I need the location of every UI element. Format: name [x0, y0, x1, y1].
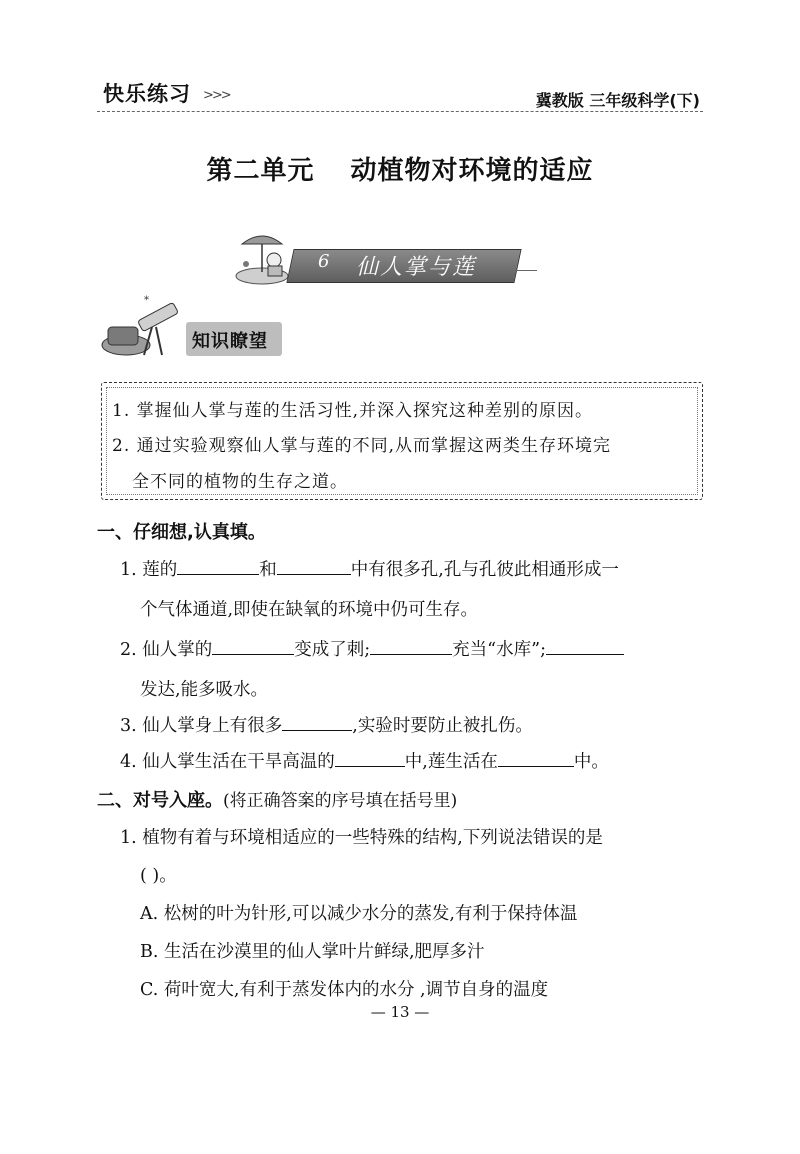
lesson-number: 6	[318, 251, 330, 272]
s2-q1-option-c: C. 荷叶宽大,有利于蒸发体内的水分 ,调节自身的温度	[140, 980, 549, 1000]
s2-q1-answer-bracket[interactable]: ( )。	[140, 866, 177, 886]
unit-number: 第二单元	[206, 156, 315, 186]
lesson-title: 仙人掌与莲	[356, 255, 477, 280]
header-divider	[97, 111, 703, 112]
s2-q1-option-a: A. 松树的叶为针形,可以减少水分的蒸发,有利于保持体温	[140, 904, 578, 924]
knowledge-line-3: 全不同的植物的生存之道。	[132, 472, 348, 492]
answer-blank[interactable]	[335, 750, 405, 767]
answer-blank[interactable]	[370, 638, 452, 655]
unit-title	[0, 150, 800, 187]
s1-q3: 3. 仙人掌身上有很多 ,实验时要防止被扎伤。	[120, 716, 533, 736]
edition-label: 冀教版 三年级科学(下)	[535, 91, 700, 110]
lesson-underline	[515, 270, 537, 271]
unit-name: 动植物对环境的适应	[350, 156, 594, 186]
section1-title: 一、仔细想,认真填。	[97, 522, 266, 543]
knowledge-line-2: 2. 通过实验观察仙人掌与莲的不同,从而掌握这两类生存环境完	[112, 436, 612, 456]
answer-blank[interactable]	[546, 638, 624, 655]
s1-q2-line2: 发达,能多吸水。	[140, 680, 269, 700]
section2-instruction: (将正确答案的序号填在括号里)	[223, 791, 458, 811]
s1-q1-line2: 个气体通道,即使在缺氧的环境中仍可生存。	[140, 600, 479, 620]
s2-q1-option-b: B. 生活在沙漠里的仙人掌叶片鲜绿,肥厚多汁	[140, 942, 485, 962]
answer-blank[interactable]	[212, 638, 294, 655]
series-title: 快乐练习	[103, 82, 191, 106]
chevrons-decoration: >>>	[203, 88, 230, 103]
telescope-icon	[100, 293, 184, 359]
answer-blank[interactable]	[282, 714, 352, 731]
knowledge-preview-label: 知识瞭望	[186, 322, 282, 356]
s1-q2-line1: 2. 仙人掌的 变成了刺; 充当“水库”;	[120, 636, 624, 661]
answer-blank[interactable]	[177, 558, 259, 575]
knowledge-line-1: 1. 掌握仙人掌与莲的生活习性,并深入探究这种差别的原因。	[112, 401, 594, 421]
s2-q1-stem: 1. 植物有着与环境相适应的一些特殊的结构,下列说法错误的是	[120, 828, 603, 848]
answer-blank[interactable]	[498, 750, 574, 767]
s1-q1-line1: 1. 莲的 和 中有很多孔,孔与孔彼此相通形成一	[120, 560, 619, 580]
section2-title: 二、对号入座。(将正确答案的序号填在括号里)	[97, 790, 458, 811]
answer-blank[interactable]	[277, 558, 351, 575]
page-number: — 13 —	[370, 1003, 430, 1021]
s1-q4: 4. 仙人掌生活在干旱高温的 中,莲生活在 中。	[120, 752, 609, 772]
svg-text:*: *	[144, 295, 149, 306]
